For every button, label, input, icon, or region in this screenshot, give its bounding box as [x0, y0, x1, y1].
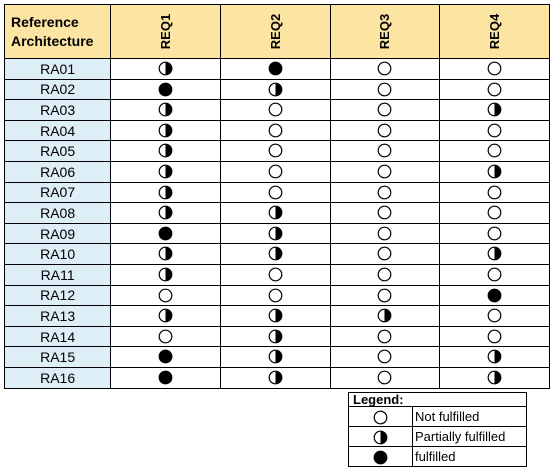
empty-circle-icon	[377, 61, 392, 76]
empty-circle-icon	[487, 82, 502, 97]
req3-cell	[330, 244, 440, 265]
empty-circle-icon	[377, 267, 392, 282]
filled-circle-icon	[158, 82, 173, 97]
empty-circle-icon	[487, 308, 502, 323]
half-filled-circle-icon	[158, 185, 173, 200]
req4-cell	[440, 141, 550, 162]
empty-circle-icon	[487, 226, 502, 241]
empty-circle-icon	[487, 143, 502, 158]
row-label: RA02	[5, 79, 111, 100]
half-filled-circle-icon	[373, 430, 388, 445]
req2-cell	[220, 306, 330, 327]
half-filled-circle-icon	[158, 205, 173, 220]
half-filled-circle-icon	[268, 349, 283, 364]
req1-cell	[111, 120, 221, 141]
req2-cell	[220, 326, 330, 347]
legend-symbol	[349, 447, 413, 467]
req2-cell	[220, 100, 330, 121]
row-label: RA05	[5, 141, 111, 162]
empty-circle-icon	[268, 267, 283, 282]
legend-label: Partially fulfilled	[413, 427, 527, 447]
table-row	[5, 244, 550, 265]
row-label: RA08	[5, 203, 111, 224]
req1-cell	[111, 285, 221, 306]
filled-circle-icon	[487, 288, 502, 303]
req3-cell	[330, 203, 440, 224]
empty-circle-icon	[268, 102, 283, 117]
half-filled-circle-icon	[268, 308, 283, 323]
req3-cell	[330, 161, 440, 182]
req2-cell	[220, 79, 330, 100]
row-label: RA03	[5, 100, 111, 121]
req4-cell	[440, 100, 550, 121]
empty-circle-icon	[377, 185, 392, 200]
row-label: RA12	[5, 285, 111, 306]
legend-label: fulfilled	[413, 447, 527, 467]
req3-cell	[330, 347, 440, 368]
filled-circle-icon	[268, 61, 283, 76]
table-row	[5, 161, 550, 182]
req2-cell	[220, 182, 330, 203]
table-row	[5, 203, 550, 224]
row-label: RA13	[5, 306, 111, 327]
empty-circle-icon	[377, 205, 392, 220]
fulfillment-table	[4, 4, 550, 389]
legend-label: Not fulfilled	[413, 407, 527, 427]
req2-cell	[220, 120, 330, 141]
req4-cell	[440, 59, 550, 80]
req2-cell	[220, 244, 330, 265]
req3-cell	[330, 326, 440, 347]
req4-cell	[440, 203, 550, 224]
filled-circle-icon	[158, 226, 173, 241]
half-filled-circle-icon	[487, 246, 502, 261]
empty-circle-icon	[377, 329, 392, 344]
empty-circle-icon	[377, 246, 392, 261]
req4-cell	[440, 223, 550, 244]
reference-architecture-header	[5, 5, 111, 59]
req4-cell	[440, 120, 550, 141]
table-row	[5, 264, 550, 285]
req4-cell	[440, 285, 550, 306]
req1-cell	[111, 59, 221, 80]
req4-header	[440, 5, 550, 59]
half-filled-circle-icon	[487, 349, 502, 364]
empty-circle-icon	[377, 143, 392, 158]
req4-cell	[440, 306, 550, 327]
reference-header-line1: Reference	[11, 13, 79, 30]
filled-circle-icon	[158, 370, 173, 385]
legend-title: Legend:	[353, 392, 404, 407]
req1-cell	[111, 141, 221, 162]
row-label: RA11	[5, 264, 111, 285]
req1-cell	[111, 79, 221, 100]
req1-cell	[111, 161, 221, 182]
table-row	[5, 306, 550, 327]
req1-cell	[111, 182, 221, 203]
empty-circle-icon	[377, 164, 392, 179]
req2-cell	[220, 367, 330, 388]
req3-cell	[330, 120, 440, 141]
req2-cell	[220, 59, 330, 80]
req3-cell	[330, 100, 440, 121]
half-filled-circle-icon	[487, 102, 502, 117]
empty-circle-icon	[268, 164, 283, 179]
table-row	[5, 59, 550, 80]
half-filled-circle-icon	[377, 308, 392, 323]
half-filled-circle-icon	[158, 123, 173, 138]
empty-circle-icon	[158, 329, 173, 344]
empty-circle-icon	[487, 185, 502, 200]
half-filled-circle-icon	[268, 205, 283, 220]
table-row	[5, 367, 550, 388]
half-filled-circle-icon	[487, 164, 502, 179]
legend-table	[349, 406, 526, 466]
req3-cell	[330, 182, 440, 203]
empty-circle-icon	[268, 123, 283, 138]
empty-circle-icon	[268, 185, 283, 200]
req3-cell	[330, 306, 440, 327]
row-label: RA06	[5, 161, 111, 182]
req4-cell	[440, 182, 550, 203]
row-label: RA04	[5, 120, 111, 141]
empty-circle-icon	[377, 349, 392, 364]
req4-cell	[440, 79, 550, 100]
half-filled-circle-icon	[158, 143, 173, 158]
half-filled-circle-icon	[158, 308, 173, 323]
empty-circle-icon	[268, 288, 283, 303]
table-row	[5, 326, 550, 347]
row-label: RA15	[5, 347, 111, 368]
half-filled-circle-icon	[158, 267, 173, 282]
req3-cell	[330, 79, 440, 100]
legend-body	[349, 407, 526, 467]
legend	[348, 392, 527, 467]
req3-cell	[330, 264, 440, 285]
table-row	[5, 347, 550, 368]
table-row	[5, 285, 550, 306]
req1-cell	[111, 264, 221, 285]
filled-circle-icon	[158, 349, 173, 364]
half-filled-circle-icon	[158, 61, 173, 76]
half-filled-circle-icon	[158, 164, 173, 179]
half-filled-circle-icon	[268, 370, 283, 385]
empty-circle-icon	[487, 267, 502, 282]
table-row	[5, 182, 550, 203]
row-label: RA14	[5, 326, 111, 347]
half-filled-circle-icon	[268, 329, 283, 344]
req3-cell	[330, 285, 440, 306]
req2-label: REQ2	[267, 13, 283, 49]
req2-cell	[220, 223, 330, 244]
req2-cell	[220, 285, 330, 306]
empty-circle-icon	[487, 123, 502, 138]
legend-item	[349, 427, 526, 447]
legend-symbol	[349, 407, 413, 427]
req3-header	[330, 5, 440, 59]
req1-header	[111, 5, 221, 59]
req4-cell	[440, 264, 550, 285]
req1-cell	[111, 244, 221, 265]
req3-cell	[330, 367, 440, 388]
table-row	[5, 223, 550, 244]
empty-circle-icon	[487, 205, 502, 220]
req2-cell	[220, 203, 330, 224]
empty-circle-icon	[268, 143, 283, 158]
req1-cell	[111, 100, 221, 121]
row-label: RA16	[5, 367, 111, 388]
empty-circle-icon	[373, 410, 388, 425]
req1-cell	[111, 326, 221, 347]
req4-cell	[440, 326, 550, 347]
req2-cell	[220, 347, 330, 368]
row-label: RA09	[5, 223, 111, 244]
req4-cell	[440, 367, 550, 388]
reference-header-line2: Architecture	[11, 32, 94, 49]
req3-cell	[330, 223, 440, 244]
req1-cell	[111, 347, 221, 368]
req3-cell	[330, 59, 440, 80]
req4-cell	[440, 347, 550, 368]
empty-circle-icon	[158, 288, 173, 303]
req4-label: REQ4	[487, 13, 503, 49]
header-row	[5, 5, 550, 59]
row-label: RA01	[5, 59, 111, 80]
req1-cell	[111, 223, 221, 244]
half-filled-circle-icon	[268, 246, 283, 261]
half-filled-circle-icon	[268, 226, 283, 241]
empty-circle-icon	[377, 370, 392, 385]
table-row	[5, 100, 550, 121]
legend-item	[349, 447, 526, 467]
req2-cell	[220, 141, 330, 162]
req4-cell	[440, 161, 550, 182]
req1-label: REQ1	[158, 13, 174, 49]
table-body	[5, 59, 550, 389]
req2-cell	[220, 264, 330, 285]
req1-cell	[111, 367, 221, 388]
half-filled-circle-icon	[158, 246, 173, 261]
table-row	[5, 120, 550, 141]
req1-cell	[111, 306, 221, 327]
legend-item	[349, 407, 526, 427]
req2-cell	[220, 161, 330, 182]
req2-header	[220, 5, 330, 59]
table-row	[5, 141, 550, 162]
half-filled-circle-icon	[268, 82, 283, 97]
req3-cell	[330, 141, 440, 162]
empty-circle-icon	[487, 61, 502, 76]
empty-circle-icon	[377, 102, 392, 117]
empty-circle-icon	[487, 329, 502, 344]
row-label: RA07	[5, 182, 111, 203]
empty-circle-icon	[377, 82, 392, 97]
filled-circle-icon	[373, 450, 388, 465]
req1-cell	[111, 203, 221, 224]
half-filled-circle-icon	[487, 370, 502, 385]
empty-circle-icon	[377, 288, 392, 303]
req3-label: REQ3	[377, 13, 393, 49]
empty-circle-icon	[377, 123, 392, 138]
empty-circle-icon	[377, 226, 392, 241]
req4-cell	[440, 244, 550, 265]
legend-symbol	[349, 427, 413, 447]
table-row	[5, 79, 550, 100]
half-filled-circle-icon	[158, 102, 173, 117]
row-label: RA10	[5, 244, 111, 265]
